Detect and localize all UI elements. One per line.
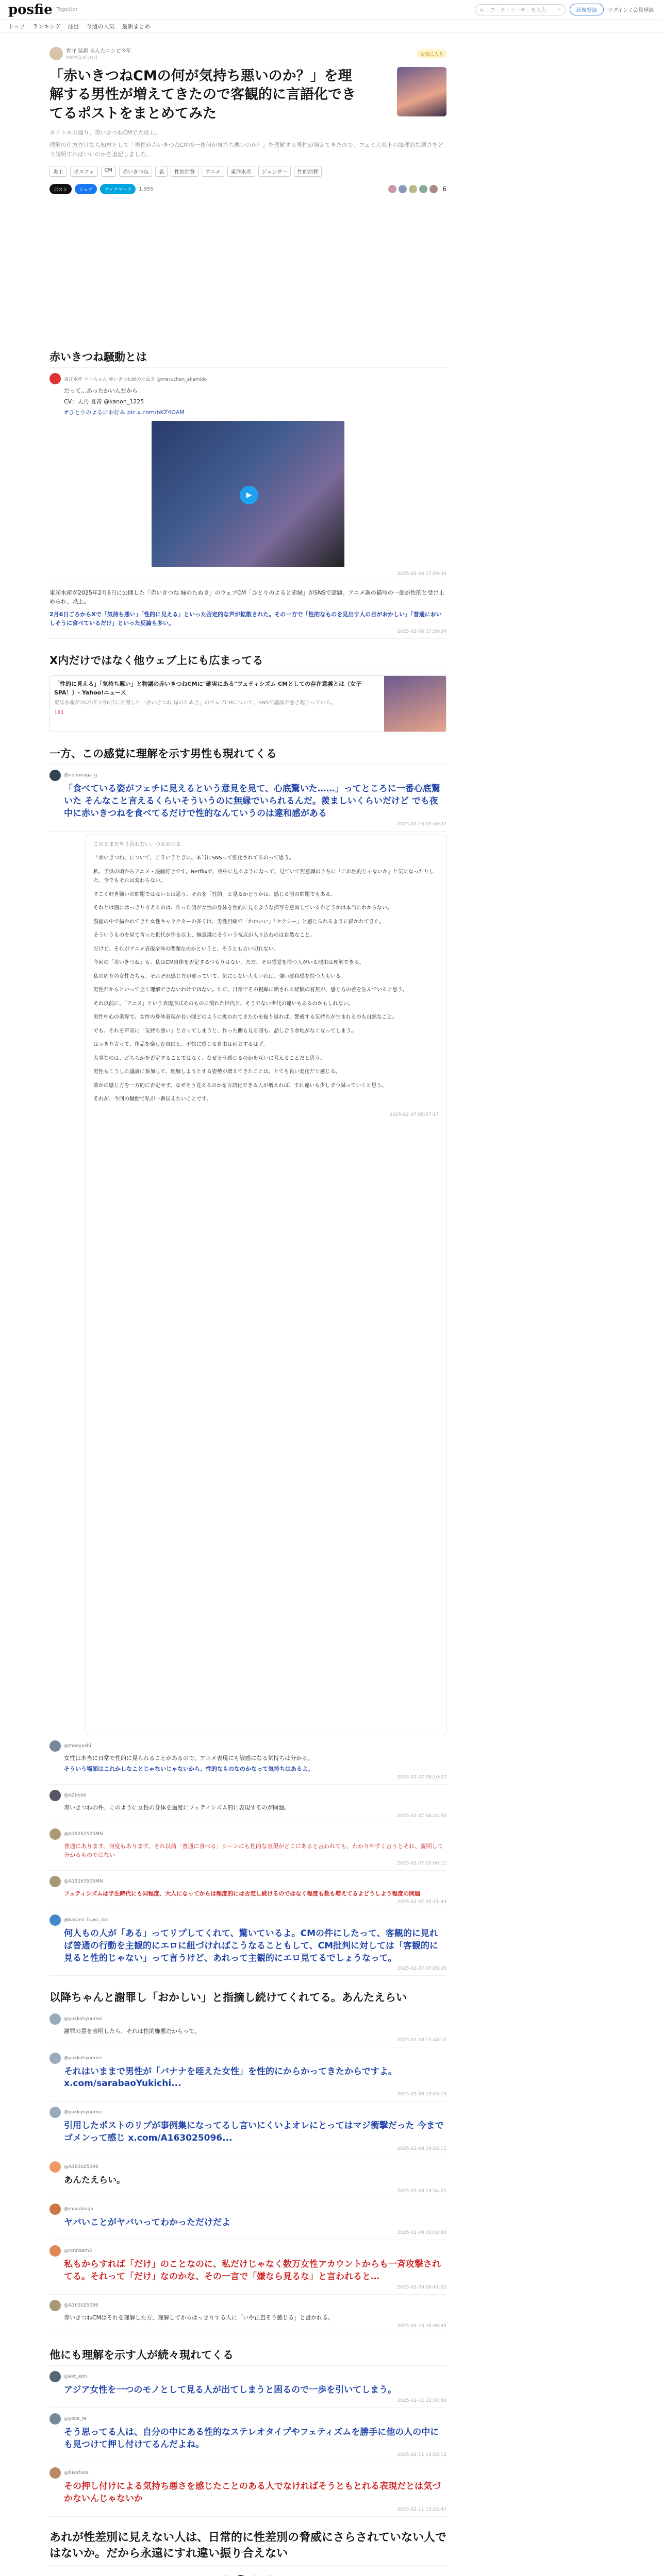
section-heading: X内だけではなく他ウェブ上にも広まってる bbox=[49, 652, 446, 671]
tweet-body: 「食べている姿がフェチに見えるという意見を見て、心底驚いた……」ってところに一番心底驚いた そんなこと言えるくらいそういうのに無縁でいられるんだ。羨ましいくらいだけど でも夜中に赤いきつねを食べてるだけで性的なんていうのは違和感がある bbox=[64, 784, 440, 819]
tweet-body: 赤いきつねの件、このように女性の身体を過度にフェティシズム的に表現するのが問題。 bbox=[64, 1804, 290, 1811]
quote-line: 今回の「赤いきつね」も、私はCM自体を否定するつもりはない。ただ、その感覚を持つ人がいる理由は理解できる。 bbox=[93, 960, 365, 966]
tweet-user[interactable]: 東洋水産 マルちゃん 赤いきつね緑のたぬき @maruchan_akamido bbox=[64, 377, 207, 382]
tag[interactable]: CM bbox=[101, 166, 117, 177]
tweet bbox=[49, 2240, 446, 2295]
tweet-user[interactable]: @A19263505MN bbox=[64, 1831, 103, 1837]
tweet bbox=[49, 2156, 446, 2198]
tag[interactable]: 性的消費 bbox=[294, 166, 322, 177]
tweet-user[interactable]: @maodonga bbox=[64, 2206, 93, 2212]
quote-line: それ以前に、「アニメ」という表現形式そのものに慣れた世代と、そうでない世代の違いもあるのかもしれない。 bbox=[93, 1001, 354, 1007]
site-header bbox=[0, 0, 662, 20]
section-heading: 以降ちゃんと謝罪し「おかしい」と指摘し続けてくれてる。あんたえらい bbox=[49, 1989, 446, 2008]
search-input[interactable]: キーワード・ユーザーを入力 ⌕ bbox=[475, 4, 566, 15]
avatar[interactable] bbox=[49, 2161, 61, 2173]
tweet-user[interactable]: @fukafuka bbox=[64, 2470, 89, 2476]
tweet-user[interactable]: @yukkohyunmei bbox=[64, 2110, 103, 2115]
quote-line: そういうものを見て育った世代が作る以上、無意識にそういう視点が入り込むのは自然なこと。 bbox=[93, 933, 315, 939]
tweet-body: その押し付けによる気持ち悪さを感じたことのある人でなければそうともとれる表現だとは気づかないんじゃないか bbox=[64, 2481, 441, 2504]
quote-line: 「赤いきつね」について、こういうときに、本当にSNSって強化されてるのって思う。 bbox=[93, 855, 294, 861]
tweet bbox=[49, 2102, 446, 2156]
tweet bbox=[49, 581, 446, 639]
card-title: 「性的に見える」「気持ち悪い」と物議の赤いきつねCMに"確実にある"フェティシズム CMとしての存在意義とは（女子SPA！）- Yahoo!ニュース bbox=[54, 681, 362, 696]
tweet-user[interactable]: @yukkohyunmei bbox=[64, 2016, 103, 2022]
quote-line: 男性中心の業界で、女性の身体表現が長い間どのように扱われてきたかを振り返れば、警戒する気持ちが生まれるのも自然なこと。 bbox=[93, 1014, 398, 1021]
tag-list bbox=[49, 166, 446, 177]
tweet bbox=[49, 368, 446, 581]
avatar[interactable] bbox=[408, 184, 418, 194]
card-image bbox=[384, 676, 446, 732]
tweet-date: 2025-02-08 19:43:13 bbox=[397, 2092, 446, 2097]
author-name[interactable]: 看守 猛新 あんたエンピ今年 bbox=[66, 48, 131, 54]
favorite-button[interactable]: お気に入り bbox=[417, 49, 446, 58]
quote-line: それとは別にはっきり言えるのは、作った側が女性の身体を性的に見るような描写を意図しているかどうかは本当にわからない。 bbox=[93, 905, 392, 911]
tweet-user[interactable]: @rcnnaam3 bbox=[64, 2248, 92, 2254]
tweet-date: 2025-02-16 05:50:22 bbox=[397, 821, 446, 827]
avatar[interactable] bbox=[49, 2107, 61, 2118]
description-sub: 理解の仕方だけなら知恵として「男性が赤いきつねCMの一体何が気持ち悪いのか？」を理解する男性が増えてきたので、フェミ大炎上の論理的な悪さをどう説明すればいいのかを追記しました。 bbox=[49, 141, 444, 158]
quote-line: でも、それを声高に「気持ち悪い」と言ってしまうと、作った側も見る側も、話し合う余地がなくなってしまう。 bbox=[93, 1028, 356, 1034]
view-count: 1,955 bbox=[139, 186, 154, 192]
quote-line: 男性もこうした議論に参加して、理解しようとする姿勢が増えてきたことは、とても良い変化だと感じる。 bbox=[93, 1069, 341, 1075]
tag[interactable]: ジェンダー bbox=[258, 166, 291, 177]
tweet-sub: CV：天乃 夏音 @kanon_1225 bbox=[64, 398, 144, 405]
share-facebook-button[interactable]: シェア bbox=[75, 184, 97, 194]
tag[interactable]: 炎上 bbox=[49, 166, 67, 177]
section-heading: あれが性差別に見えない人は、日常的に性差別の脅威にさらされていない人ではないか。だから永遠にすれ違い振り合えない bbox=[49, 2530, 446, 2566]
title-thumbnail bbox=[397, 67, 446, 116]
search-icon[interactable]: ⌕ bbox=[558, 7, 561, 12]
avatar[interactable] bbox=[49, 1876, 61, 1887]
tweet-body: 何人もの人が「ある」ってリプしてくれて、驚いているよ。CMの件にしたって、客観的に見れば普通の行動を主観的にエロに紐づければこうなることもして、CM批判に対しては「客観的に見ると性的じゃない」って言うけど、あれって主観的にエロ見てるでしょうなって。 bbox=[64, 1928, 439, 1963]
tweet-body: だって…あったかいんだから bbox=[64, 387, 138, 395]
quote-line: 漫画の中で描かれてきた女性キャラクターの多くは、男性目線で「かわいい」「セクシー」と感じられるように描かれてきた。 bbox=[93, 919, 385, 925]
tweet-user[interactable]: @A163025096 bbox=[64, 2164, 98, 2170]
tweet-date: 2025-02-07 05:21:43 bbox=[397, 1900, 446, 1905]
tag[interactable]: 表 bbox=[155, 166, 168, 177]
tweet-body: 謝罪の意を表明したら、それは性的嫌悪だからって。 bbox=[64, 2028, 200, 2035]
tweet bbox=[49, 2366, 446, 2408]
quote-line: 大事なのは、どちらかを否定することではなく、なぜそう感じるのかを互いに考えることだと思う。 bbox=[93, 1055, 325, 1061]
tweet bbox=[49, 2047, 446, 2102]
card-body: 東洋水産が2025年2月6日に公開した「赤いきつね 緑のたぬき」のウェブCMについて、SNSで議論が巻き起こっている。 bbox=[54, 700, 336, 706]
tweet bbox=[49, 2408, 446, 2463]
quote-line: 男性だからといって全く理解できないわけではない。ただ、日常でその視線に晒される経験の有無が、感じ方の差を生んでいると思う。 bbox=[93, 987, 408, 993]
tweet bbox=[49, 2008, 446, 2047]
avatar[interactable] bbox=[49, 1914, 61, 1926]
section-heading: 他にも理解を示す人が続々現れてくる bbox=[49, 2347, 446, 2366]
login-link[interactable]: ログイン / 会員登録 bbox=[607, 8, 654, 13]
quote-line: はっきり言って、作品を楽しむ自由と、不快に感じる自由は両立するはず。 bbox=[93, 1042, 268, 1048]
tweet-date: 2025-02-09 06:41:03 bbox=[397, 2284, 446, 2290]
avatar[interactable] bbox=[49, 2371, 61, 2382]
tweet-body: そう思ってる人は、自分の中にある性的なステレオタイプやフェティズムを勝手に他の人の中にも見つけて押し付けてるんだよね。 bbox=[64, 2427, 439, 2450]
tweet-date: 2025-02-07 04:24:55 bbox=[397, 1813, 446, 1819]
nav-item-ranking[interactable]: ランキング bbox=[32, 23, 61, 30]
tweet bbox=[49, 2198, 446, 2241]
tweet-body: 普通にあります。何度もあります。それ以前「普通に食べる」シーンにも性的な表現がどこにあると言われても、わかりやすく言うとそれ、説明して分かるものではない bbox=[64, 1842, 443, 1858]
main-nav bbox=[0, 20, 662, 33]
tweet-date: 2025-02-07 08:10:07 bbox=[397, 1774, 446, 1780]
avatar[interactable] bbox=[49, 2245, 61, 2257]
site-logo[interactable]: posfie bbox=[8, 2, 53, 18]
tweet bbox=[49, 2462, 446, 2517]
quote-line: それが、今回の騒動で私が一番伝えたいことです。 bbox=[93, 1096, 212, 1103]
tweet-body: フェティシズムは学生時代にも同程度、大人になってからは頻度的には否定し続けるのではなく程度も数も増えてるよどうしよう程度の問題 bbox=[64, 1890, 421, 1897]
tweet-body: あんたえらい。 bbox=[64, 2175, 125, 2185]
tweet-body: 私もからすれば「だけ」のことなのに、私だけじゃなく数万女性アカウントからも一斉攻撃されてる。それって「だけ」なのかな、その一言で「嫌なら見るな」と言われると… bbox=[64, 2259, 441, 2282]
tag[interactable]: 性的消費 bbox=[171, 166, 198, 177]
quoted-long-post bbox=[86, 835, 446, 1735]
tweet-user[interactable]: @akt_eon bbox=[64, 2374, 87, 2379]
tweet-date: 2025-02-07 05:06:11 bbox=[397, 1861, 446, 1867]
avatar[interactable] bbox=[49, 2413, 61, 2425]
avatar[interactable] bbox=[49, 1790, 61, 1801]
share-bookmark-button[interactable]: ブックマーク bbox=[100, 184, 136, 194]
tweet-body: 引用したポストのリプが事例集になってるし言いにくいよオレにとってはマジ衝撃だった 今までゴメンって感じ x.com/A163025096... bbox=[64, 2121, 444, 2143]
avatar[interactable] bbox=[49, 47, 63, 60]
tweet-highlight: そういう場面はこれかしなことじゃないじゃないから、性的なものなのかなって気持ちはあるよ。 bbox=[64, 1765, 313, 1772]
tweet-date: 2025-02-11 12:37:46 bbox=[397, 2398, 446, 2403]
tweet-date: 2025-02-10 16:08:45 bbox=[397, 2323, 446, 2329]
tweet-date: 2025-02-08 15:48:10 bbox=[397, 2037, 446, 2043]
tweet-user[interactable]: @yoke_re bbox=[64, 2416, 87, 2421]
tweet-body: 女性は本当に日常で性的に見られることがあるので、アニメ表現にも敏感になる気持ちは分かる。 bbox=[64, 1754, 313, 1761]
tweet bbox=[49, 765, 446, 831]
video-thumbnail[interactable] bbox=[152, 421, 344, 567]
tweet-date: 2025-02-06 17:59:34 bbox=[397, 571, 446, 577]
tweet bbox=[49, 1871, 446, 1909]
tag[interactable]: アニメ bbox=[202, 166, 224, 177]
share-bar bbox=[49, 182, 446, 196]
nav-item-latest[interactable]: 最新まとめ bbox=[122, 23, 151, 30]
tweet-body: 2月6日ごろからXで「気持ち悪い」「性的に見える」といった否定的な声が拡散された。その一方で「性的なものを見出す人の目がおかしい」「普通においしそうに食べているだけ」といった反論も多い。 bbox=[49, 611, 442, 627]
avatar[interactable] bbox=[429, 184, 438, 194]
avatar[interactable] bbox=[419, 184, 428, 194]
tweet-user[interactable]: @yukkohyunmei bbox=[64, 2055, 103, 2061]
tweet-date: 2025-02-07 07:26:05 bbox=[397, 1966, 446, 1972]
tweet bbox=[49, 2295, 446, 2333]
tag[interactable]: 赤いきつね bbox=[119, 166, 152, 177]
tweet-link[interactable]: #ひとりのよるにお好み pic.x.com/bKZ4OAM bbox=[64, 409, 185, 416]
tweet-user[interactable]: @A19263505MN bbox=[64, 1879, 103, 1885]
tweet-body: アジア女性を一つのモノとして見る人が出てしまうと困るので一歩を引いてしまう。 bbox=[64, 2384, 397, 2395]
tweet-date: 2025-02-11 14:52:12 bbox=[397, 2452, 446, 2458]
avatar[interactable] bbox=[388, 184, 397, 194]
page-title: 「赤いきつねCMの何が気持ち悪いのか？」を理解する男性が増えてきたので客観的に言語化できてるポストをまとめてみた bbox=[49, 68, 356, 122]
tweet-user[interactable]: @nobunaga_g bbox=[64, 773, 97, 778]
tweet bbox=[49, 1735, 446, 1785]
link-card[interactable] bbox=[49, 675, 446, 732]
author-bar bbox=[49, 43, 446, 64]
tweet-user[interactable]: @karami_fuwo_abc bbox=[64, 1918, 109, 1923]
nav-item-top[interactable]: トップ bbox=[8, 23, 25, 30]
quote-line: すごく好き嫌いの問題ではないとは思う。それを「性的」と見るかどうかは、感じる側の問題でもある。 bbox=[93, 891, 336, 897]
tweet-body: 赤いきつねCMはそれを理解した方、理解してからはっきりする人に「いや正直そう感じる」と書かれる。 bbox=[64, 2314, 334, 2321]
avatar[interactable] bbox=[49, 2300, 61, 2311]
register-button[interactable]: 新規登録 bbox=[570, 4, 604, 15]
avatar[interactable] bbox=[49, 1828, 61, 1840]
avatar[interactable] bbox=[49, 2204, 61, 2215]
avatar[interactable] bbox=[398, 184, 407, 194]
section-heading: 赤いきつね騒動とは bbox=[49, 349, 446, 368]
tweet-body: それはいままで男性が「バナナを咥えた女性」を性的にからかってきたからですよ。x.com/sarabaoYukichi... bbox=[64, 2066, 397, 2089]
avatar[interactable] bbox=[49, 770, 61, 781]
quote-header: このとまたやり合わない。つるのつる bbox=[93, 841, 181, 848]
tag[interactable]: ポスフェ bbox=[70, 166, 98, 177]
avatar[interactable] bbox=[49, 373, 61, 384]
article bbox=[49, 43, 446, 2576]
quote-line: 私の周りの女性たちも、それぞれ感じ方が違っていて、気にしない人もいれば、強い違和感を持つ人もいる。 bbox=[93, 973, 346, 979]
tag[interactable]: 東洋水産 bbox=[227, 166, 255, 177]
tweet-user[interactable]: @A2bbbb bbox=[64, 1792, 87, 1798]
avatar[interactable] bbox=[49, 2053, 61, 2064]
quote-line: だけど、それがアニメ表現全体の問題なのかというと、そうとも言い切れない。 bbox=[93, 946, 279, 952]
tweet-date: 2025-02-06 17:59:34 bbox=[397, 629, 446, 635]
tweet bbox=[49, 1909, 446, 1976]
avatar[interactable] bbox=[49, 2467, 61, 2479]
tweet-user[interactable]: @maoyushi bbox=[64, 1743, 91, 1749]
play-icon[interactable]: ▶ bbox=[240, 486, 258, 504]
avatar[interactable] bbox=[49, 1740, 61, 1752]
tweet-user[interactable]: @A163025096 bbox=[64, 2302, 98, 2308]
nav-item-featured[interactable]: 注目 bbox=[68, 23, 79, 30]
quote-line: 私、子供の頃からアニメ・漫画好きです。Netflixで、夜中に見るようになって、見ていて無意識のうちに「これ性的じゃないか」と気になったりした。今でもそれは変わらない。 bbox=[93, 869, 434, 884]
tweet-date: 2025-02-09 03:42:40 bbox=[397, 2230, 446, 2236]
quote-line: 誰かの感じ方を一方的に否定せず、なぜそう見えるのかを言語化できる人が増えれば、すれ違いも少しずつ減っていくと思う。 bbox=[93, 1082, 387, 1089]
quote-date: 2025-02-07 05:57:17 bbox=[389, 1112, 439, 1117]
tweet-date: 2025-02-11 15:22:47 bbox=[397, 2506, 446, 2512]
tweet-date: 2025-02-08 19:54:21 bbox=[397, 2188, 446, 2194]
tweet bbox=[49, 1823, 446, 1871]
nav-item-weekly[interactable]: 今週の人気 bbox=[86, 23, 115, 30]
tweet-date: 2025-02-08 19:52:11 bbox=[397, 2146, 446, 2151]
fav-count: 6 bbox=[442, 185, 446, 193]
tweet-body: ヤバいことがヤバいってわかっただけだよ bbox=[64, 2217, 230, 2228]
tweet bbox=[49, 1785, 446, 1823]
share-x-button[interactable]: ポスト bbox=[49, 184, 72, 194]
post-date: 2025年2月6日 bbox=[66, 56, 98, 61]
avatar[interactable] bbox=[49, 2013, 61, 2025]
tweet-body: 東洋水産が2025年2月6日に公開した「赤いきつね 緑のたぬき」のウェブCM「ひとりのよると赤緑」がSNSで話題。アニメ調の描写の一部が性的と受け止められ、炎上。 bbox=[49, 589, 444, 605]
logo-subtitle: Togetter bbox=[56, 7, 78, 12]
card-views: 181 bbox=[54, 710, 64, 716]
section-heading: 一方、この感覚に理解を示す男性も現れてくる bbox=[49, 745, 446, 765]
description: タイトルの通り、赤いきつねCMで大炎上。 bbox=[49, 129, 160, 137]
